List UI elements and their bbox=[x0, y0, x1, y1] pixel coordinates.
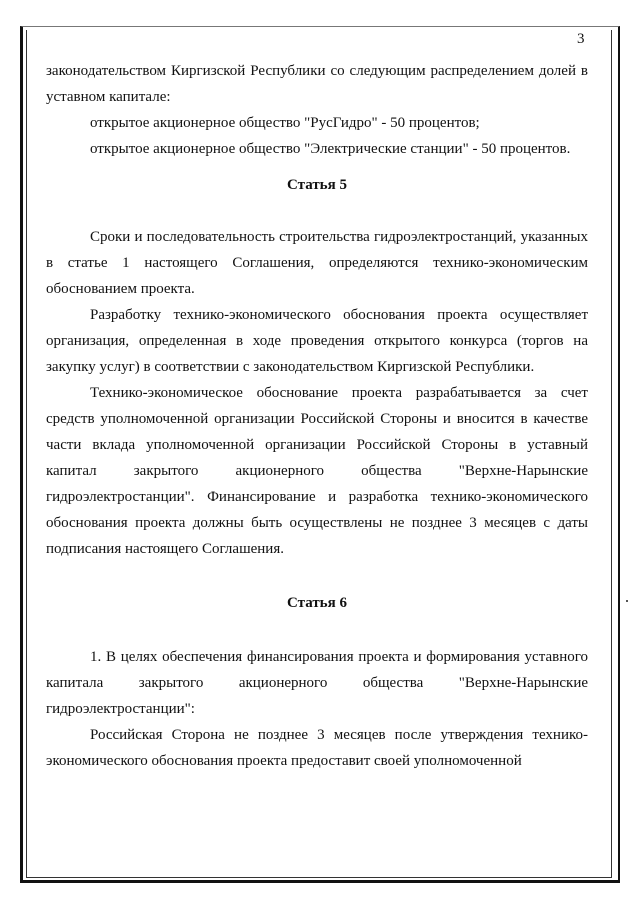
paragraph-share-rushydro: открытое акционерное общество "РусГидро" - 50 процентов; bbox=[90, 115, 480, 131]
article-6-heading: Статья 6 bbox=[287, 595, 347, 611]
document-body bbox=[46, 58, 588, 774]
article-5-paragraph-3: Технико-экономическое обоснование проекта разрабатывается за счет средств уполномоченной организации Российской Стороны и вносится в качестве части вклада уполномоченной организации Российской Стороны в уставный капитал закрытого акционерного общества "Верхне-Нарынские гидроэлектростанции". Финансирование и разработка технико-экономического обоснования проекта должны быть осуществлены не позднее 3 месяцев с даты подписания настоящего Соглашения. bbox=[46, 385, 588, 557]
article-5-paragraph-1: Сроки и последовательность строительства гидроэлектростанций, указанных в статье 1 настоящего Соглашения, определяются технико-экономическим обоснованием проекта. bbox=[46, 229, 588, 297]
paragraph-share-electric-stations: открытое акционерное общество "Электрические станции" - 50 процентов. bbox=[90, 141, 571, 157]
scan-artifact-dot bbox=[626, 600, 628, 602]
article-5-heading: Статья 5 bbox=[287, 177, 347, 193]
article-6-paragraph-2: Российская Сторона не позднее 3 месяцев после утверждения технико-экономического обоснования проекта предоставит своей уполномоченной bbox=[46, 727, 588, 769]
paragraph-continuation: законодательством Киргизской Республики со следующим распределением долей в уставном капитале: bbox=[46, 63, 588, 105]
article-5-paragraph-2: Разработку технико-экономического обоснования проекта осуществляет организация, определенная в ходе проведения открытого конкурса (торгов на закупку услуг) в соответствии с законодательством Киргизской Республики. bbox=[46, 307, 588, 375]
page-number: 3 bbox=[577, 31, 585, 47]
article-6-paragraph-1: 1. В целях обеспечения финансирования проекта и формирования уставного капитала закрытого акционерного общества "Верхне-Нарынские гидроэлектростанции": bbox=[46, 649, 588, 717]
